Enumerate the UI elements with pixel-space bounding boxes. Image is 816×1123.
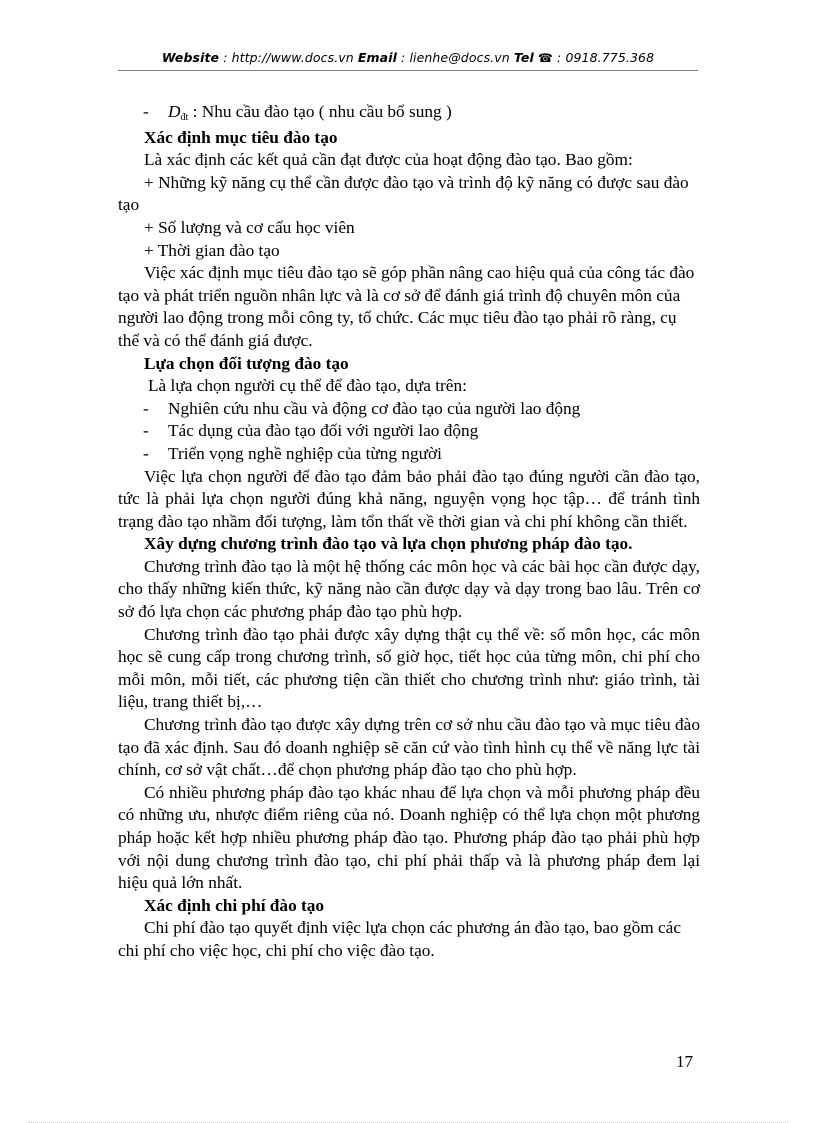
para-objectives-intro: Là xác định các kết quả cần đạt được của hoạt động đào tạo. Bao gồm:: [144, 150, 633, 170]
list-item-text: Triển vọng nghề nghiệp của từng người: [168, 443, 442, 463]
tel-value: 0918.775.368: [565, 50, 655, 65]
website-url[interactable]: http://www.docs.vn: [231, 50, 354, 65]
para-training-cost: Chi phí đào tạo quyết định việc lựa chọn các phương án đào tạo, bao gồm các chi phí cho việc học, chi phí cho việc đào tạo.: [118, 918, 682, 960]
list-item: [118, 420, 700, 443]
para-skills: + Những kỹ năng cụ thể cần được đào tạo và trình độ kỹ năng có được sau đào tạo: [118, 172, 689, 215]
para-trainees-intro: Là lựa chọn người cụ thể để đào tạo, dựa trên:: [148, 376, 467, 396]
bullet-dash: -: [143, 421, 149, 441]
website-label: Website: [161, 50, 220, 65]
para-program-4: Có nhiều phương pháp đào tạo khác nhau để lựa chọn và mỗi phương pháp đều có những ưu, nhược điểm riêng của nó. Doanh nghiệp có thể lựa chọn một phương pháp hoặc kết hợp nhiều phương pháp đào tạo. Phương pháp đào tạo phải phù hợp với nội dung chương trình đào tạo, chi phí phải thấp và là phương pháp đem lại hiệu quả lớn nhất.: [118, 782, 700, 893]
email-sep: :: [396, 50, 410, 65]
para-program-3: Chương trình đào tạo được xây dựng trên cơ sở nhu cầu đào tạo và mục tiêu đào tạo đã xác định. Sau đó doanh nghiệp sẽ căn cứ vào tình hình cụ thể về năng lực tài chính, cơ sở vật chất…để chọn phương pháp đào tạo cho phù hợp.: [118, 715, 700, 780]
website-sep: :: [219, 50, 232, 65]
document-body: [118, 101, 700, 963]
tel-label: Tel: [513, 50, 534, 65]
heading-training-objectives: Xác định mục tiêu đào tạo: [144, 127, 338, 147]
phone-icon: ☎: [537, 51, 553, 65]
email-label: Email: [357, 50, 397, 65]
para-program-2: Chương trình đào tạo phải được xây dựng thật cụ thể về: số môn học, các môn học sẽ cung cấp trong chương trình, số giờ học, tiết học của từng môn, chi phí cho mỗi môn, mỗi tiết, các phương tiện cần thiết cho chương trình như: giáo trình, tài liệu, trang thiết bị,…: [118, 624, 700, 712]
para-trainees-body: Việc lựa chọn người để đào tạo đảm bảo phải đào tạo đúng người cần đào tạo, tức là phải lựa chọn người đúng khả năng, nguyện vọng học tập… để tránh tình trạng đào tạo nhầm đối tượng, làm tổn thất về thời gian và chi phí không cần thiết.: [118, 466, 700, 531]
demand-symbol: D: [168, 102, 181, 121]
page-number: 17: [676, 1052, 693, 1071]
list-item: [118, 398, 700, 421]
bullet-dash: -: [143, 102, 149, 121]
demand-text: : Nhu cầu đào tạo ( nhu cầu bổ sung ): [188, 102, 452, 121]
para-trainee-count: + Số lượng và cơ cấu học viên: [144, 217, 355, 237]
page-header: [118, 50, 698, 65]
heading-training-cost: Xác định chi phí đào tạo: [144, 895, 325, 915]
list-item-text: Nghiên cứu nhu cầu và động cơ đào tạo của người lao động: [168, 398, 581, 418]
para-program-1: Chương trình đào tạo là một hệ thống các môn học và các bài học cần được dạy, cho thấy những kiến thức, kỹ năng nào cần được dạy và dạy trong bao lâu. Trên cơ sở đó lựa chọn các phương pháp đào tạo phù hợp.: [118, 556, 700, 622]
para-objectives-body: Việc xác định mục tiêu đào tạo sẽ góp phần nâng cao hiệu quả của công tác đào tạo và phát triển nguồn nhân lực và là cơ sở để đánh giá trình độ chuyên môn của người lao động trong mỗi công ty, tổ chức. Các mục tiêu đào tạo phải rõ ràng, cụ thể và có thể đánh giá được.: [118, 263, 695, 350]
bullet-dash: -: [143, 398, 149, 418]
email-value[interactable]: lienhe@docs.vn: [409, 50, 510, 65]
heading-select-trainees: Lựa chọn đối tượng đào tạo: [144, 353, 349, 373]
heading-program-methods: Xây dựng chương trình đào tạo và lựa chọn phương pháp đào tạo.: [144, 534, 633, 554]
header-divider: [118, 70, 698, 71]
tel-sep: :: [552, 50, 566, 65]
bullet-dash: -: [143, 443, 149, 463]
list-item: [118, 443, 700, 466]
list-item-text: Tác dụng của đào tạo đối với người lao động: [168, 421, 479, 441]
bullet-demand: [118, 101, 700, 127]
para-duration: + Thời gian đào tạo: [144, 240, 280, 260]
demand-subscript: đt: [180, 112, 189, 123]
